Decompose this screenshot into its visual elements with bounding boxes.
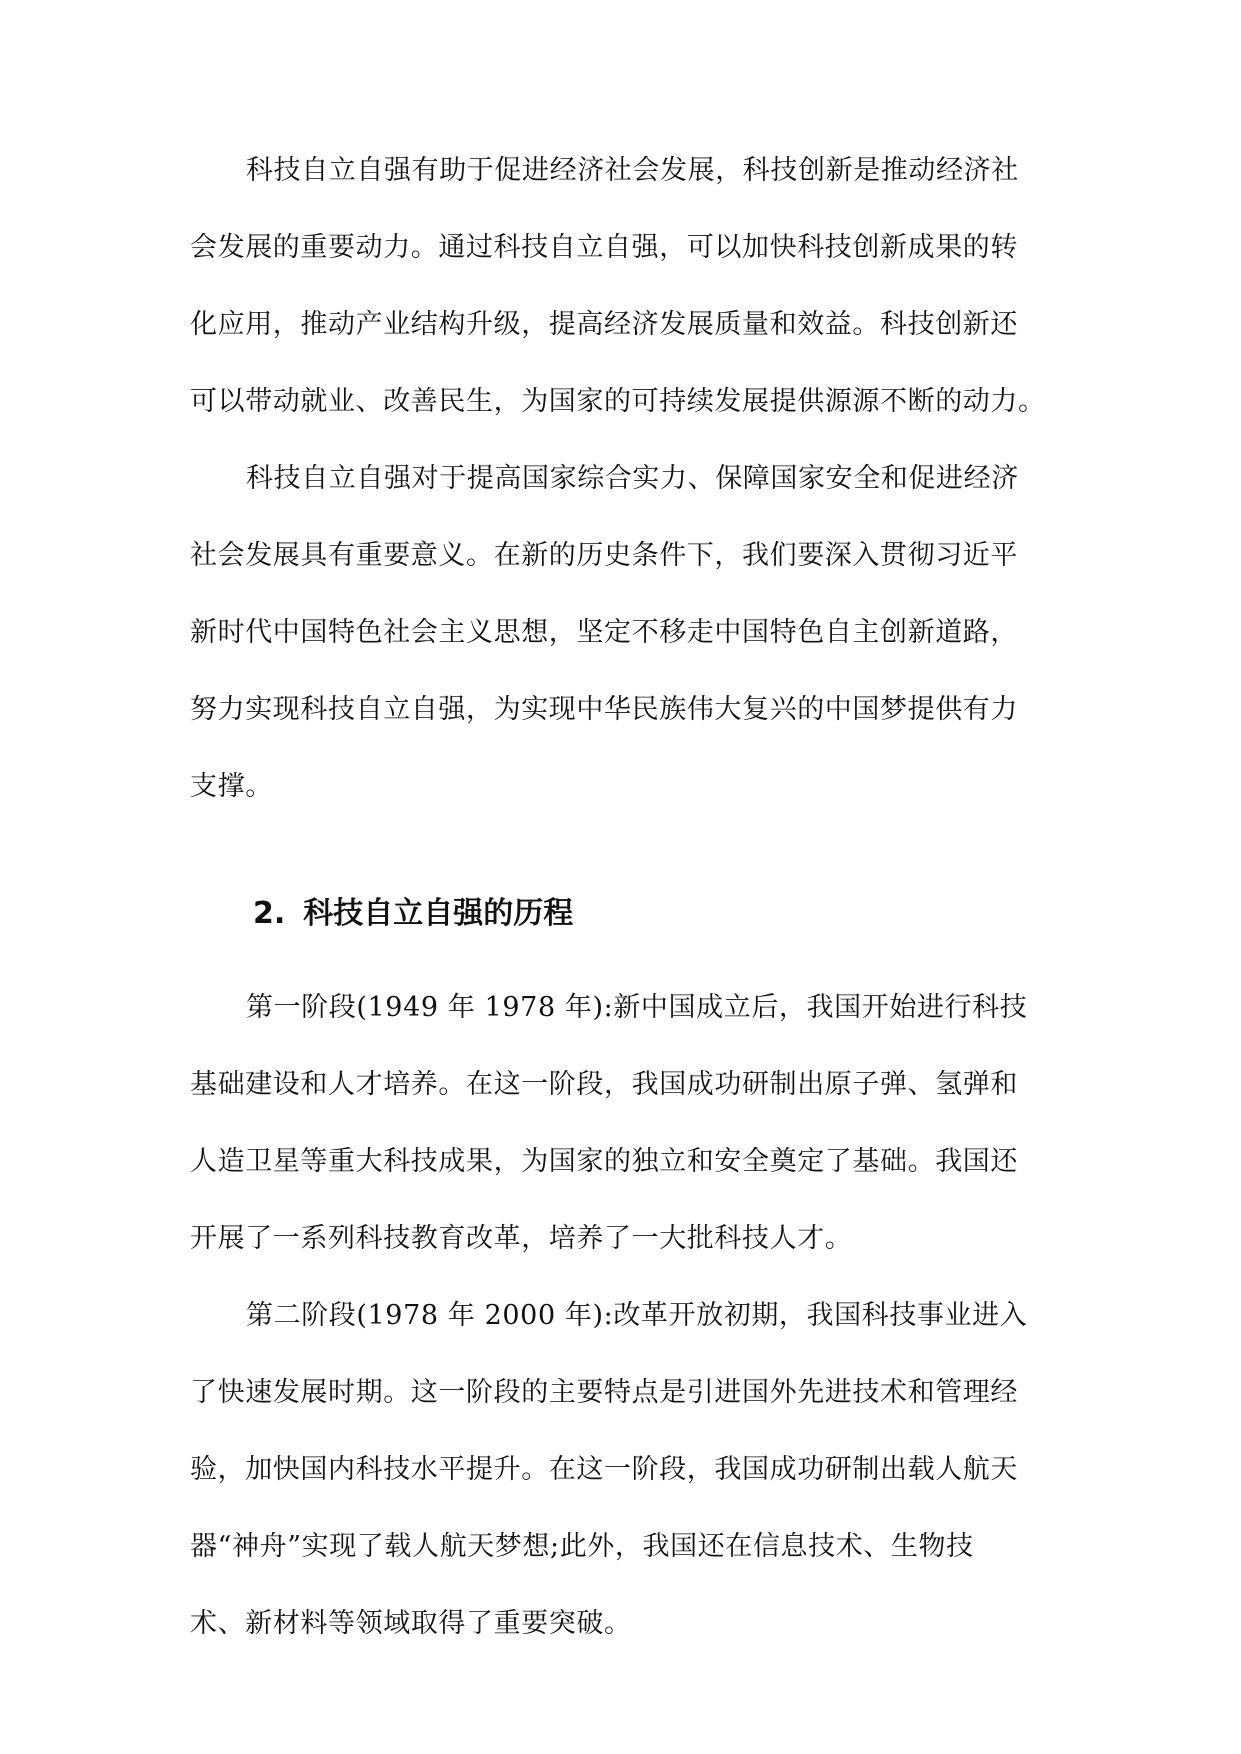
paragraph-line: 新时代中国特色社会主义思想，坚定不移走中国特色自主创新道路， (190, 617, 1018, 648)
section-number: 2. (253, 896, 286, 931)
paragraph-line: 第二阶段(1978 年 2000 年):改革开放初期，我国科技事业进入 (246, 1300, 1028, 1331)
paragraph-line: 验，加快国内科技水平提升。在这一阶段，我国成功研制出载人航天 (190, 1454, 1018, 1485)
paragraph-line: 人造卫星等重大科技成果，为国家的独立和安全奠定了基础。我国还 (190, 1146, 1018, 1177)
paragraph-line: 术、新材料等领域取得了重要突破。 (190, 1608, 632, 1639)
document-body (190, 139, 1052, 1669)
paragraph-line: 基础建设和人才培养。在这一阶段，我国成功研制出原子弹、氢弹和 (190, 1069, 1018, 1100)
paragraph-3 (190, 976, 1052, 1284)
paragraph-line: 了快速发展时期。这一阶段的主要特点是引进国外先进技术和管理经 (190, 1377, 1018, 1408)
paragraph-1 (190, 139, 1052, 447)
paragraph-line: 努力实现科技自立自强，为实现中华民族伟大复兴的中国梦提供有力 (190, 694, 1018, 725)
paragraph-2 (190, 447, 1052, 832)
paragraph-line: 第一阶段(1949 年 1978 年):新中国成立后，我国开始进行科技 (246, 992, 1028, 1023)
section-heading (190, 890, 1052, 946)
paragraph-line: 科技自立自强对于提高国家综合实力、保障国家安全和促进经济 (246, 463, 1019, 494)
paragraph-line: 可以带动就业、改善民生，为国家的可持续发展提供源源不断的动力。 (190, 386, 1046, 417)
paragraph-line: 会发展的重要动力。通过科技自立自强，可以加快科技创新成果的转 (190, 232, 1018, 263)
paragraph-line: 科技自立自强有助于促进经济社会发展，科技创新是推动经济社 (246, 155, 1019, 186)
paragraph-4 (190, 1284, 1052, 1669)
section-title: 科技自立自强的历程 (303, 896, 574, 931)
paragraph-line: 器“神舟”实现了载人航天梦想;此外，我国还在信息技术、生物技 (190, 1531, 974, 1562)
paragraph-line: 化应用，推动产业结构升级，提高经济发展质量和效益。科技创新还 (190, 309, 1018, 340)
paragraph-line: 开展了一系列科技教育改革，培养了一大批科技人才。 (190, 1223, 853, 1254)
paragraph-line: 社会发展具有重要意义。在新的历史条件下，我们要深入贯彻习近平 (190, 540, 1018, 571)
paragraph-line: 支撑。 (190, 771, 273, 802)
